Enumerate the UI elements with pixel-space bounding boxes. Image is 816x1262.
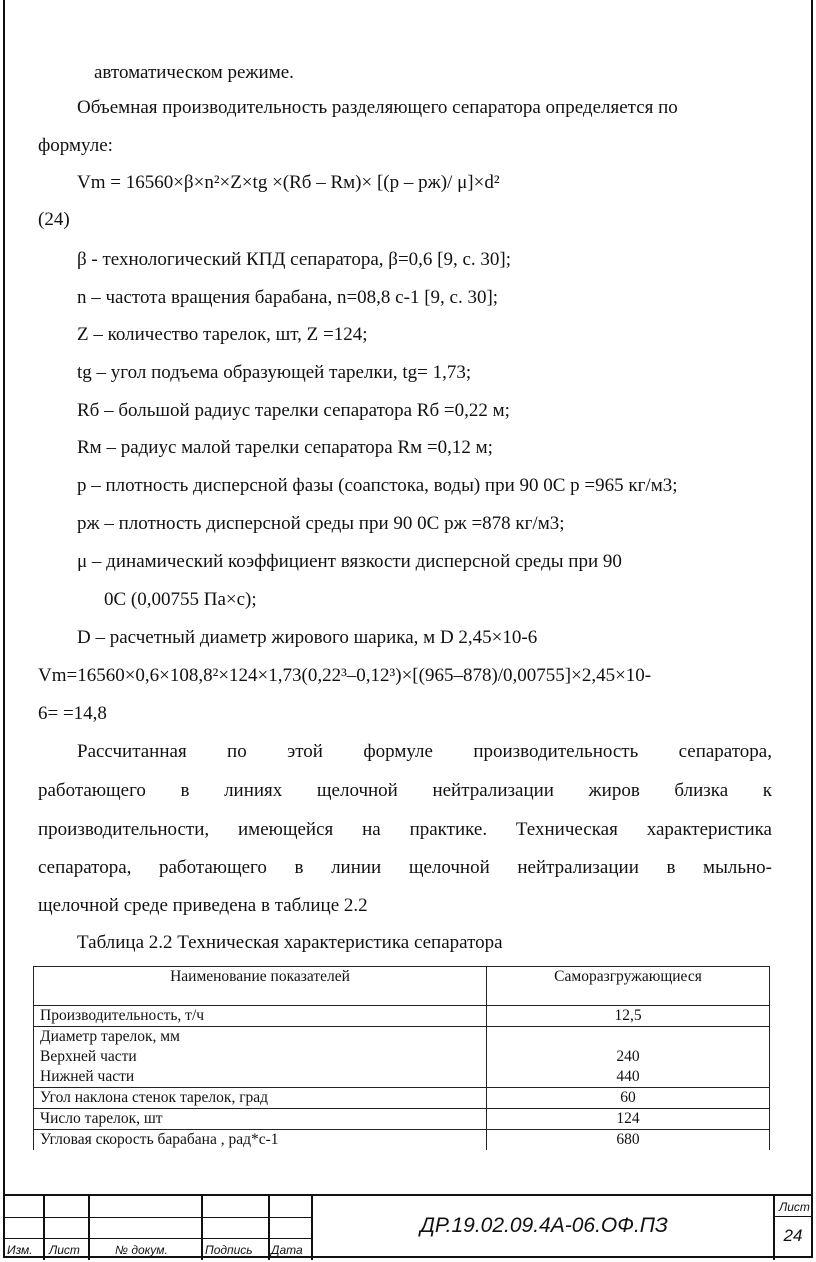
stamp-col-izm: Изм. [7,1243,33,1257]
table-caption: Таблица 2.2 Техническая характеристика сепаратора [77,932,503,953]
definition-pzh: рж – плотность дисперсной среды при 90 0С рж =878 кг/м3; [77,513,565,534]
row-name-line: Верхней части [40,1048,137,1065]
text-line: автоматическом режиме. [94,62,294,83]
row-name-line: Диаметр тарелок, мм [40,1028,180,1045]
definition-rb: Rб – большой радиус тарелки сепаратора Rб =0,22 м; [77,400,510,421]
definition-z: Z – количество тарелок, шт, Z =124; [77,324,368,345]
row-name-line: Нижней части [40,1068,135,1085]
row-value: 12,5 [487,1006,770,1027]
title-block [3,1194,813,1260]
definition-mu-cont: 0С (0,00755 Па×с); [104,589,257,610]
table-row [34,1027,770,1088]
paragraph-line: щелочной среде приведена в таблице 2.2 [38,895,368,916]
row-name: Число тарелок, шт [34,1109,487,1130]
row-value-line: 240 [616,1048,640,1065]
stamp-row-line [3,1238,311,1239]
row-value-line: 440 [616,1068,640,1085]
stamp-divider [201,1196,203,1260]
row-name: Производительность, т/ч [34,1006,487,1027]
row-value: 124 [487,1109,770,1130]
spec-table [33,966,770,1150]
paragraph-line: Рассчитанная по этой формуле производительность сепаратора, [77,741,772,762]
header-cell: Саморазгружающиеся [487,967,770,1006]
table-row [34,1130,770,1151]
row-value [487,1027,770,1088]
table-row [34,1088,770,1109]
row-value: 680 [487,1130,770,1151]
paragraph-line: работающего в линиях щелочной нейтрализации жиров близка к [38,780,772,801]
document-code: ДР.19.02.09.4А-06.ОФ.ПЗ [420,1214,668,1237]
stamp-divider [268,1196,270,1260]
header-cell: Наименование показателей [34,967,487,1006]
paragraph-line: производительности, имеющейся на практике. Техническая характеристика [38,819,772,840]
definition-tg: tg – угол подъема образующей тарелки, tg= 1,73; [77,362,472,383]
definition-mu: μ – динамический коэффициент вязкости дисперсной среды при 90 [77,551,622,572]
definition-beta: β - технологический КПД сепаратора, β=0,6 [9, с. 30]; [77,249,512,270]
definition-n: n – частота вращения барабана, n=08,8 с-1 [9, с. 30]; [77,287,499,308]
calculation-result: 6= =14,8 [38,703,107,724]
sheet-number: 24 [783,1226,803,1245]
stamp-divider [88,1196,90,1260]
definition-p: р – плотность дисперсной фазы (соапстока, воды) при 90 0С р =965 кг/м3; [77,475,678,496]
stamp-row-line [773,1216,813,1217]
stamp-col-list: Лист [49,1243,80,1257]
text-line: формуле: [38,135,113,156]
formula: Vm = 16560×β×n²×Z×tg ×(Rб – Rм)× [(р – рж)/ μ]×d² [77,172,500,193]
table-row [34,1109,770,1130]
row-name: Угловая скорость барабана , рад*с-1 [34,1130,487,1151]
paragraph-line: сепаратора, работающего в линии щелочной нейтрализации в мыльно- [38,857,772,878]
row-name: Угол наклона стенок тарелок, град [34,1088,487,1109]
definition-rm: Rм – радиус малой тарелки сепаратора Rм =0,12 м; [77,437,493,458]
stamp-col-date: Дата [271,1243,303,1257]
definition-d: D – расчетный диаметр жирового шарика, м D 2,45×10-6 [77,627,538,648]
stamp-divider [311,1196,313,1260]
equation-number: (24) [38,209,70,230]
stamp-row-line [3,1217,311,1218]
stamp-col-sign: Подпись [205,1243,253,1257]
stamp-col-doc: № докум. [115,1243,168,1257]
stamp-divider [43,1196,45,1260]
row-value: 60 [487,1088,770,1109]
row-name [34,1027,487,1088]
row-value-line [493,1027,763,1047]
table-header-row [34,967,770,1006]
table-row [34,1006,770,1027]
calculation: Vm=16560×0,6×108,8²×124×1,73(0,22³–0,12³)×[(965–878)/0,00755]×2,45×10- [38,665,652,686]
text-line: Объемная производительность разделяющего сепаратора определяется по [77,97,678,118]
sheet-label: Лист [779,1200,810,1214]
